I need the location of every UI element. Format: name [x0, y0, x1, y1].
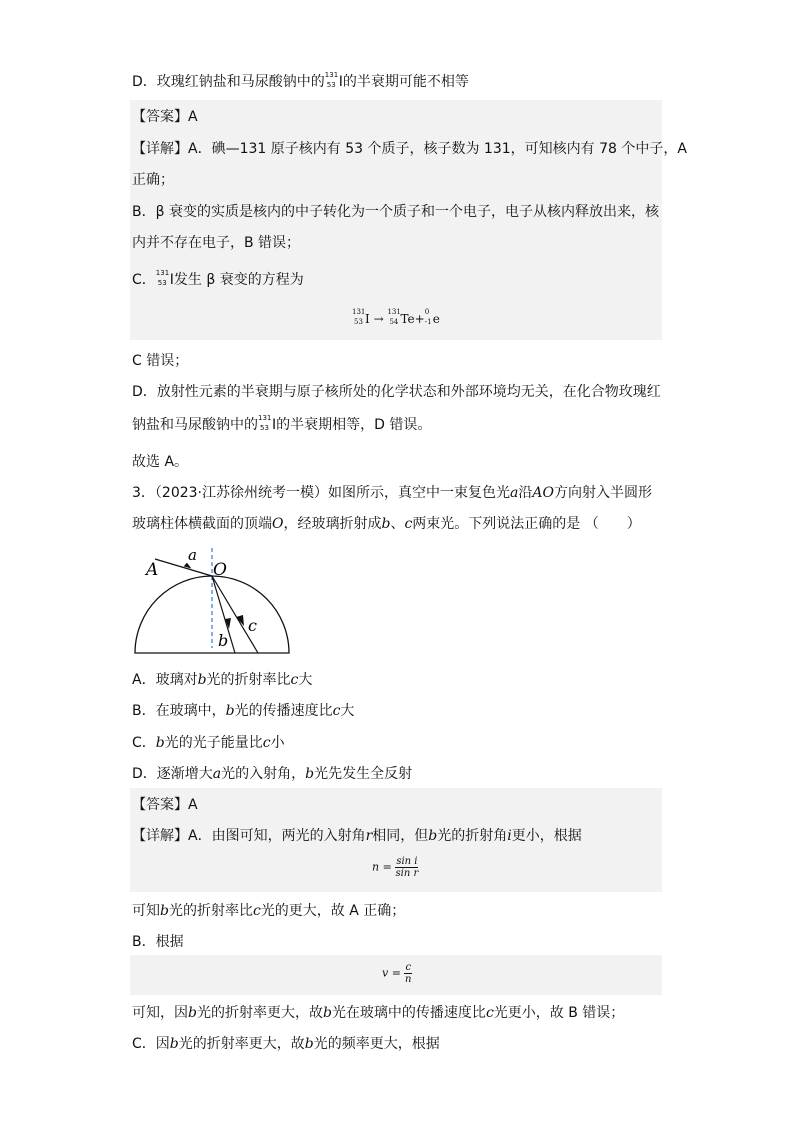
ray-c-arrow	[236, 615, 244, 626]
detail-1-d: D．放射性元素的半衰期与原子核所处的化学状态和外部环境均无关，在化合物玫瑰红	[132, 384, 661, 400]
answer-1: 【答案】A	[132, 109, 198, 125]
option-b: B．在玻璃中，b光的传播速度比c大	[132, 703, 355, 719]
option-a: A．玻璃对b光的折射率比c大	[132, 672, 313, 688]
choose-1: 故选 A。	[132, 454, 189, 470]
detail-1-c-result: C 错误；	[132, 353, 189, 369]
formula-refractive-index: n = $\frac{\text{sin i}}{\text{sin r}}$	[372, 856, 419, 879]
incident-ray-a	[155, 559, 212, 576]
option-d: D．逐渐增大a光的入射角，b光先发生全反射	[132, 766, 413, 782]
nuclide-i131: 131 53	[155, 269, 170, 287]
label-b: b	[218, 631, 229, 650]
option-d-previous: D．玫瑰红钠盐和马尿酸钠中的 131 53 I的半衰期可能不相等	[132, 71, 469, 90]
refraction-figure	[130, 543, 300, 658]
option-c: C．b光的光子能量比c小	[132, 735, 285, 751]
detail-2-a: 【详解】A．由图可知，两光的入射角r相同，但b光的折射角i更小，根据	[132, 828, 582, 844]
nuclide-i131: 131 53	[324, 71, 339, 89]
decay-equation: 131 53 I → 131 54 Te+ 0 -1 e	[352, 308, 440, 326]
formula-speed: v = $\frac{c}{n}$	[382, 962, 412, 985]
label-O: O	[213, 560, 227, 580]
detail-2-c: C．因b光的折射率更大，故b光的频率更大，根据	[132, 1036, 440, 1052]
detail-1-a-cont: 正确；	[132, 172, 174, 188]
detail-2-b: B．根据	[132, 934, 184, 950]
question-3-line-2: 玻璃柱体横截面的顶端O，经玻璃折射成b、c两束光。下列说法正确的是 （ ）	[132, 516, 641, 532]
detail-2-conclusion: 可知b光的折射率比c光的更大，故 A 正确；	[132, 903, 406, 919]
label-A: A	[146, 560, 159, 580]
detail-1-d-cont: 钠盐和马尿酸钠中的 131 53 I的半衰期相等，D 错误。	[132, 414, 432, 433]
answer-2: 【答案】A	[132, 797, 198, 813]
label-c: c	[248, 616, 257, 635]
question-3-line-1: 3．（2023·江苏徐州统考一模）如图所示，真空中一束复色光a沿AO方向射入半圆形	[132, 485, 652, 501]
detail-1-b: B．β 衰变的实质是核内的中子转化为一个质子和一个电子，电子从核内释放出来，核	[132, 204, 659, 220]
detail-1-a: 【详解】A．碘—131 原子核内有 53 个质子，核子数为 131，可知核内有 78 个中子，A	[132, 141, 687, 157]
detail-1-b-cont: 内并不存在电子，B 错误；	[132, 235, 301, 251]
detail-2-b-conclusion: 可知，因b光的折射率更大，故b光在玻璃中的传播速度比c光更小，故 B 错误；	[132, 1005, 625, 1021]
detail-1-c: C． 131 53 I发生 β 衰变的方程为	[132, 269, 304, 288]
nuclide-i131: 131 53	[258, 414, 272, 432]
label-a: a	[188, 546, 197, 564]
